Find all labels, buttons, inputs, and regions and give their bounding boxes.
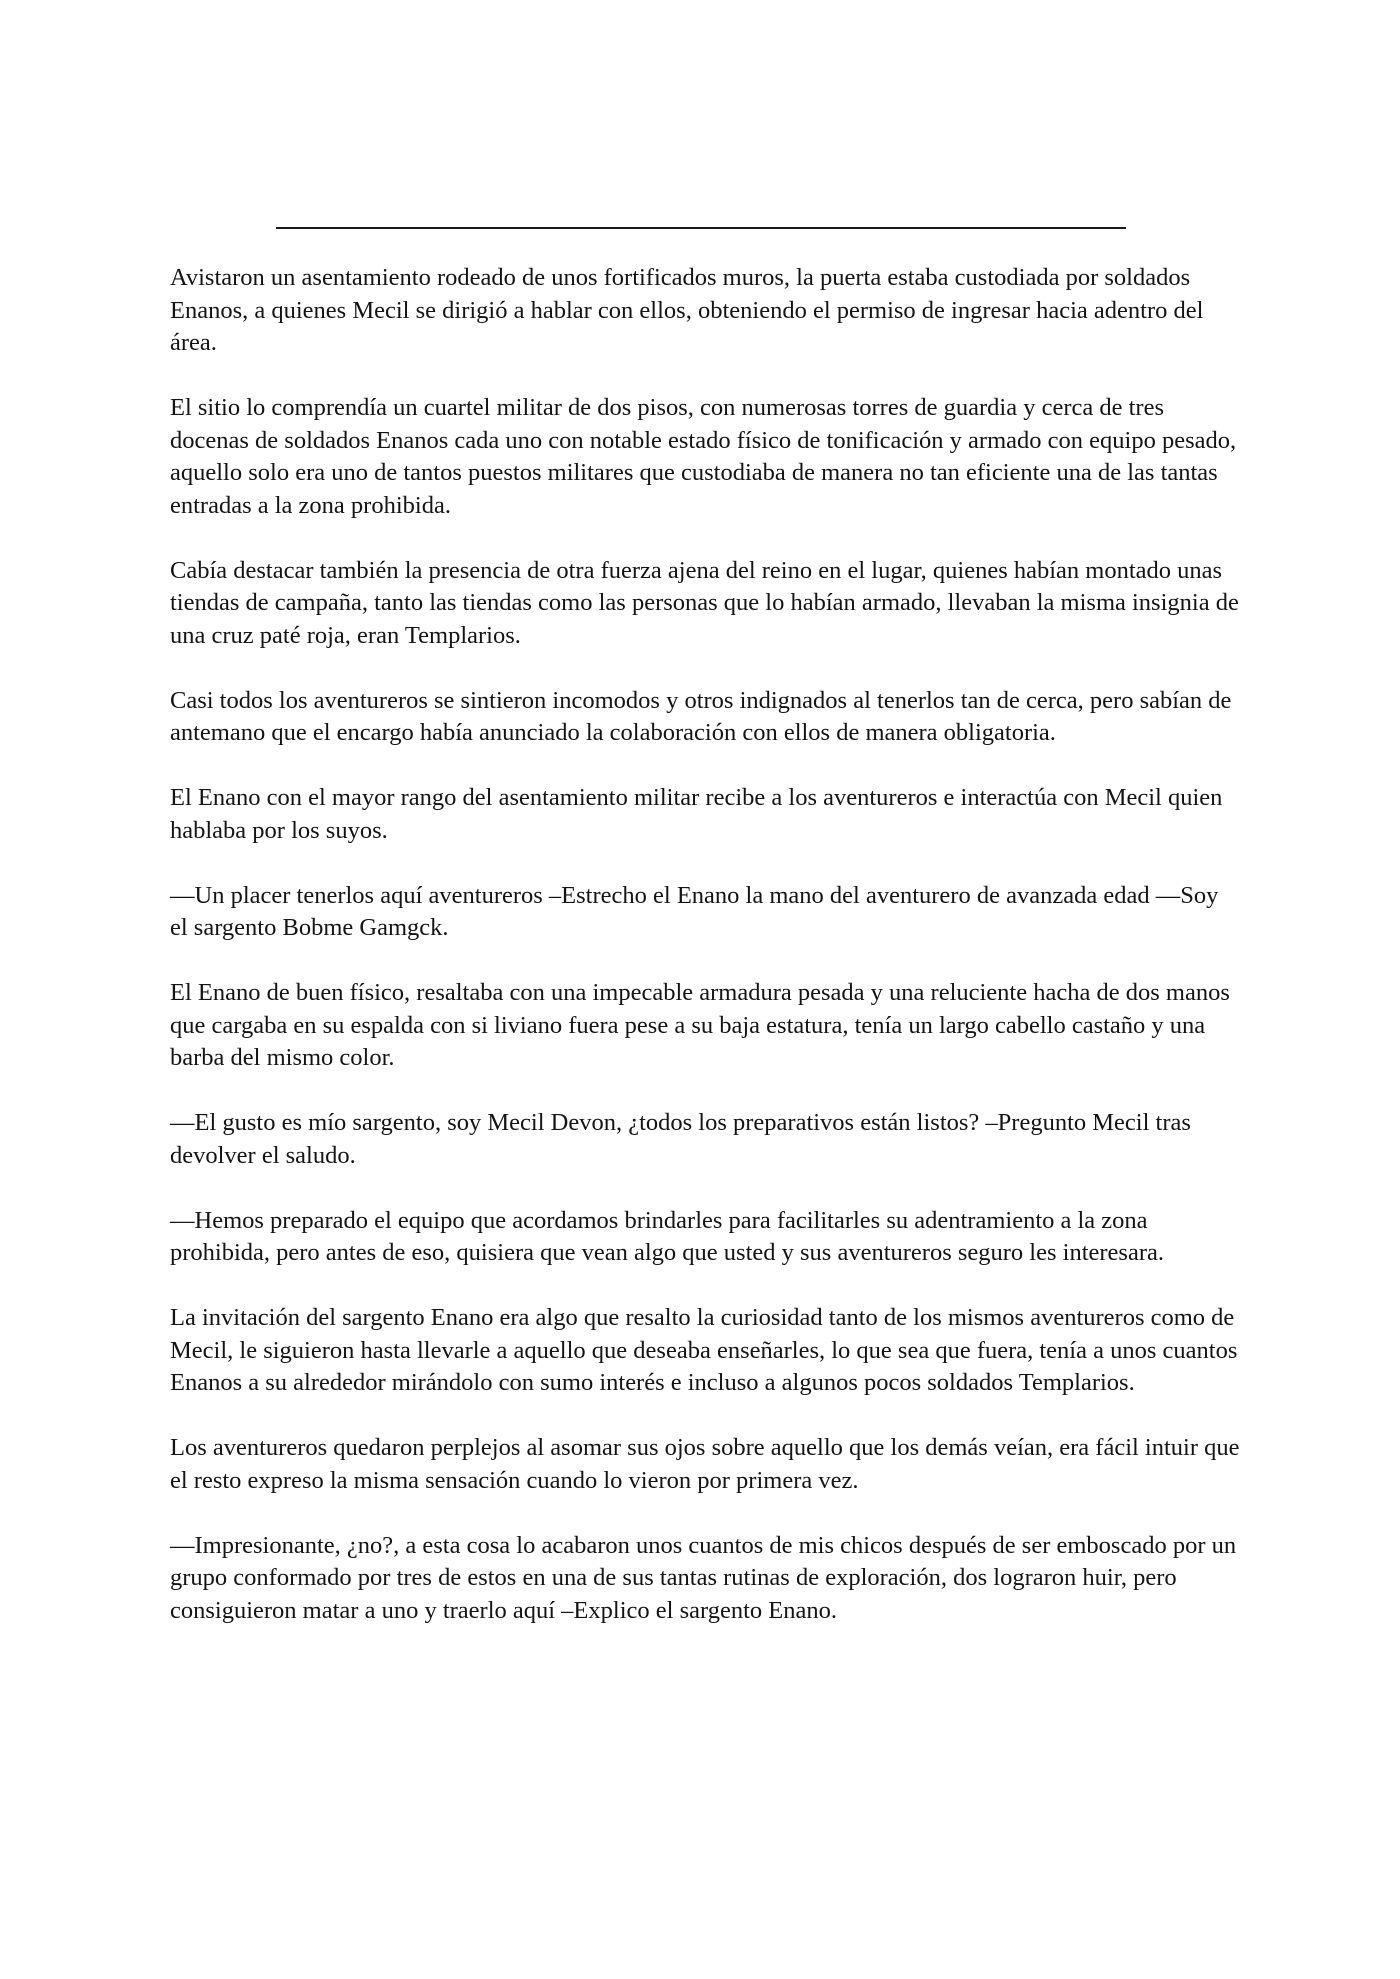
paragraph: El Enano con el mayor rango del asentamiento militar recibe a los aventureros e interactúa con Mecil quien hablaba por los suyos. <box>170 784 1223 844</box>
top-divider-line <box>276 227 1126 229</box>
paragraph: Los aventureros quedaron perplejos al asomar sus ojos sobre aquello que los demás veían, era fácil intuir que el resto expreso la misma sensación cuando lo vieron por primera vez. <box>170 1434 1240 1494</box>
paragraph: —Impresionante, ¿no?, a esta cosa lo acabaron unos cuantos de mis chicos después de ser emboscado por un grupo conformado por tres de estos en una de sus tantas rutinas de exploración, dos lograron huir, pero consiguieron matar a uno y traerlo aquí –Explico el sargento Enano. <box>170 1531 1237 1624</box>
paragraph: El Enano de buen físico, resaltaba con una impecable armadura pesada y una reluciente hacha de dos manos que cargaba en su espalda con si liviano fuera pese a su baja estatura, tenía un largo cabello castaño y una barba del mismo color. <box>170 979 1230 1071</box>
paragraph: —Hemos preparado el equipo que acordamos brindarles para facilitarles su adentramiento a la zona prohibida, pero antes de eso, quisiera que vean algo que usted y sus aventureros seguro les interesara. <box>170 1206 1164 1266</box>
paragraph: La invitación del sargento Enano era algo que resalto la curiosidad tanto de los mismos aventureros como de Mecil, le siguieron hasta llevarle a aquello que deseaba enseñarles, lo que sea que fuera, tenía a unos cuantos Enanos a su alrededor mirándolo con sumo interés e incluso a algunos pocos soldados Templarios. <box>170 1304 1238 1396</box>
paragraph: Casi todos los aventureros se sintieron incomodos y otros indignados al tenerlos tan de cerca, pero sabían de antemano que el encargo había anunciado la colaboración con ellos de manera obligatoria. <box>170 686 1232 746</box>
body-text <box>170 262 1240 1627</box>
paragraph: El sitio lo comprendía un cuartel militar de dos pisos, con numerosas torres de guardia y cerca de tres docenas de soldados Enanos cada uno con notable estado físico de tonificación y armado con equipo pesado, aquello solo era uno de tantos puestos militares que custodiaba de manera no tan eficiente una de las tantas entradas a la zona prohibida. <box>170 394 1237 519</box>
paragraph: Avistaron un asentamiento rodeado de unos fortificados muros, la puerta estaba custodiada por soldados Enanos, a quienes Mecil se dirigió a hablar con ellos, obteniendo el permiso de ingresar hacia adentro del área. <box>170 264 1204 356</box>
paragraph: —El gusto es mío sargento, soy Mecil Devon, ¿todos los preparativos están listos? –Pregunto Mecil tras devolver el saludo. <box>170 1109 1191 1169</box>
paragraph: Cabía destacar también la presencia de otra fuerza ajena del reino en el lugar, quienes habían montado unas tiendas de campaña, tanto las tiendas como las personas que lo habían armado, llevaban la misma insignia de una cruz paté roja, eran Templarios. <box>170 556 1239 649</box>
paragraph: —Un placer tenerlos aquí aventureros –Estrecho el Enano la mano del aventurero de avanzada edad —Soy el sargento Bobme Gamgck. <box>170 881 1219 941</box>
